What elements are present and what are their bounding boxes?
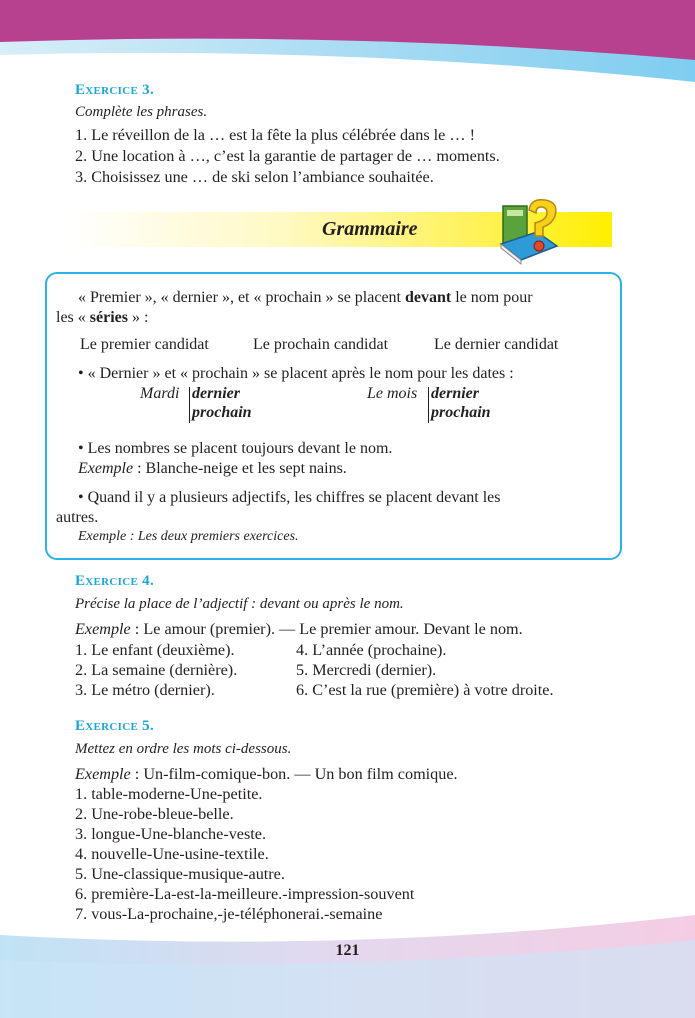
date-word: dernier (431, 385, 479, 402)
rule-text: « Premier », « dernier », et « prochain » se placent (78, 289, 405, 306)
example-text: : Un-film-comique-bon. — Un bon film comique. (130, 765, 458, 783)
exercise-5-item: 1. table-moderne-Une-petite. (75, 785, 263, 803)
rule-bold-word: séries (89, 309, 128, 326)
date-bracket (189, 387, 190, 423)
exercise-4-item: 3. Le métro (dernier). (75, 681, 215, 699)
rule-example: Le premier candidat (80, 336, 209, 353)
rule-paragraph-2: • « Dernier » et « prochain » se placent après le nom pour les dates : (78, 365, 514, 382)
exercise-3-line: 2. Une location à …, c’est la garantie de partager de … moments. (75, 147, 500, 165)
exercise-5-item: 2. Une-robe-bleue-belle. (75, 805, 234, 823)
rule-text: le nom pour (451, 289, 533, 306)
footer-decoration (0, 905, 695, 1018)
rule-bold-word: devant (405, 289, 452, 306)
date-label: Le mois (367, 385, 418, 402)
exercise-4-item: 1. Le enfant (deuxième). (75, 641, 235, 659)
exercise-4-item: 4. L’année (prochaine). (296, 641, 447, 659)
exercise-3-title: Exercice 3. (75, 82, 155, 98)
exercise-3-line: 3. Choisissez une … de ski selon l’ambiance souhaitée. (75, 168, 434, 186)
rule-paragraph-1-cont (56, 309, 148, 327)
rule-paragraph-3-example (78, 460, 347, 478)
rule-text: les « (56, 309, 90, 326)
rule-paragraph-1 (78, 289, 533, 307)
date-word: prochain (192, 404, 252, 421)
example-label: Exemple (78, 460, 134, 477)
rule-paragraph-4-example: Exemple : Les deux premiers exercices. (78, 529, 299, 544)
example-label: Exemple (75, 620, 131, 638)
exercise-4-instruction: Précise la place de l’adjectif : devant ou après le nom. (75, 596, 404, 612)
date-label: Mardi (140, 385, 180, 402)
exercise-4-example (75, 620, 523, 639)
exercise-5-instruction: Mettez en ordre les mots ci-dessous. (75, 741, 292, 757)
rule-paragraph-3: • Les nombres se placent toujours devant le nom. (78, 440, 393, 457)
date-word: dernier (192, 385, 240, 402)
exercise-4-item: 6. C’est la rue (première) à votre droite. (296, 681, 554, 699)
example-label: Exemple (75, 765, 131, 783)
exercise-5-item: 4. nouvelle-Une-usine-textile. (75, 845, 269, 863)
rule-paragraph-4-cont: autres. (56, 509, 99, 526)
book-question-icon (497, 196, 565, 268)
exercise-5-example (75, 765, 458, 784)
example-text: : Blanche-neige et les sept nains. (133, 460, 347, 477)
exercise-5-item: 3. longue-Une-blanche-veste. (75, 825, 267, 843)
rule-example: Le dernier candidat (434, 336, 559, 353)
date-bracket (428, 387, 429, 423)
example-text: : Le amour (premier). — Le premier amour. Devant le nom. (130, 620, 523, 638)
rule-paragraph-4: • Quand il y a plusieurs adjectifs, les chiffres se placent devant les (78, 489, 501, 506)
page-number: 121 (335, 942, 360, 959)
exercise-5-item: 5. Une-classique-musique-autre. (75, 865, 285, 883)
exercise-5-item: 6. première-La-est-la-meilleure.-impression-souvent (75, 885, 415, 903)
grammar-title: Grammaire (322, 218, 418, 240)
exercise-3-line: 1. Le réveillon de la … est la fête la plus célébrée dans le … ! (75, 126, 476, 144)
rule-text: » : (127, 309, 149, 326)
header-decoration (0, 0, 695, 90)
exercise-5-item: 7. vous-La-prochaine,-je-téléphonerai.-semaine (75, 905, 383, 923)
exercise-4-item: 5. Mercredi (dernier). (296, 661, 437, 679)
exercise-5-title: Exercice 5. (75, 718, 155, 734)
rule-example: Le prochain candidat (253, 336, 389, 353)
exercise-3-instruction: Complète les phrases. (75, 104, 208, 120)
exercise-4-item: 2. La semaine (dernière). (75, 661, 238, 679)
exercise-4-title: Exercice 4. (75, 573, 155, 589)
date-word: prochain (431, 404, 491, 421)
